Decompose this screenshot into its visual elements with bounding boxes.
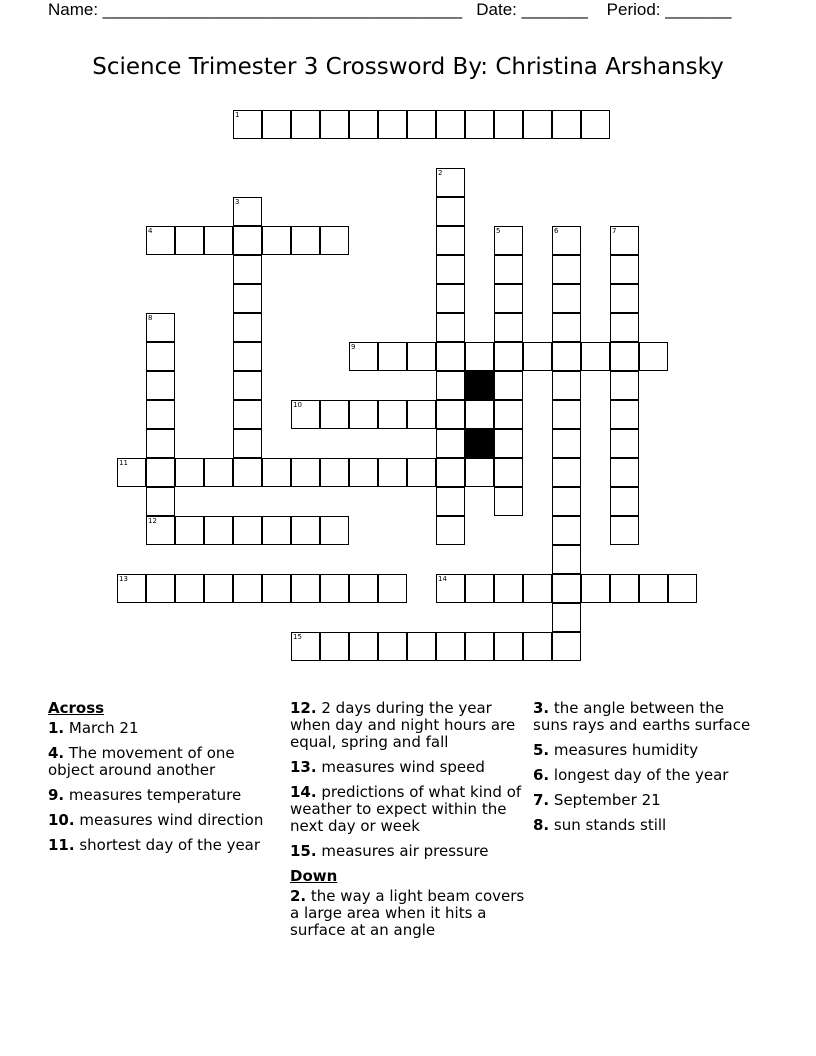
grid-cell[interactable] xyxy=(436,313,465,342)
grid-cell[interactable] xyxy=(175,516,204,545)
clue-number: 10 xyxy=(293,401,302,409)
grid-cell[interactable] xyxy=(465,400,494,429)
grid-cell[interactable] xyxy=(204,516,233,545)
clue-number: 9 xyxy=(351,343,356,351)
grid-cell[interactable] xyxy=(552,284,581,313)
grid-cell[interactable] xyxy=(581,110,610,139)
grid-cell[interactable] xyxy=(378,632,407,661)
grid-cell[interactable] xyxy=(610,313,639,342)
clue-down-7: 7. September 21 xyxy=(533,791,661,809)
clue-number: 11 xyxy=(119,459,128,467)
grid-cell[interactable] xyxy=(233,429,262,458)
clue-across-12: 12. 2 days during the year when day and night hours are equal, spring and fall xyxy=(290,699,516,751)
grid-cell[interactable] xyxy=(291,110,320,139)
clue-number: 8 xyxy=(148,314,153,322)
grid-cell[interactable] xyxy=(320,110,349,139)
clue-number: 13 xyxy=(119,575,128,583)
grid-cell[interactable] xyxy=(320,400,349,429)
grid-cell[interactable] xyxy=(494,342,523,371)
grid-cell[interactable] xyxy=(494,487,523,516)
clue-across-9: 9. measures temperature xyxy=(48,786,242,804)
grid-cell[interactable] xyxy=(320,632,349,661)
grid-cell[interactable] xyxy=(610,371,639,400)
across-heading: Across xyxy=(48,699,105,717)
clue-across-14: 14. predictions of what kind of weather to expect within the next day or week xyxy=(290,783,522,835)
grid-cell[interactable] xyxy=(610,487,639,516)
grid-cell[interactable] xyxy=(494,371,523,400)
grid-cell[interactable] xyxy=(146,574,175,603)
grid-cell[interactable] xyxy=(349,632,378,661)
grid-cell[interactable] xyxy=(552,342,581,371)
grid-cell[interactable] xyxy=(233,226,262,255)
grid-cell[interactable] xyxy=(262,574,291,603)
grid-cell[interactable] xyxy=(465,110,494,139)
grid-cell[interactable] xyxy=(262,458,291,487)
grid-cell[interactable] xyxy=(233,255,262,284)
page-title: Science Trimester 3 Crossword By: Christina Arshansky xyxy=(92,54,724,80)
grid-cell[interactable] xyxy=(610,516,639,545)
grid-cell[interactable] xyxy=(581,342,610,371)
clue-down-6: 6. longest day of the year xyxy=(533,766,729,784)
grid-cell[interactable] xyxy=(552,487,581,516)
grid-cell[interactable] xyxy=(494,400,523,429)
grid-cell[interactable] xyxy=(233,197,262,226)
clue-number: 7 xyxy=(612,227,617,235)
grid-cell[interactable] xyxy=(204,574,233,603)
grid-cell[interactable] xyxy=(610,342,639,371)
grid-cell[interactable] xyxy=(465,342,494,371)
grid-cell[interactable] xyxy=(552,574,581,603)
grid-cell[interactable] xyxy=(320,516,349,545)
grid-cell[interactable] xyxy=(610,574,639,603)
grid-cell[interactable] xyxy=(291,458,320,487)
grid-cell[interactable] xyxy=(523,632,552,661)
grid-cell[interactable] xyxy=(233,284,262,313)
grid-cell[interactable] xyxy=(378,574,407,603)
grid-cell[interactable] xyxy=(552,255,581,284)
grid-cell[interactable] xyxy=(552,226,581,255)
grid-cell[interactable] xyxy=(552,603,581,632)
grid-cell[interactable] xyxy=(668,574,697,603)
grid-cell[interactable] xyxy=(465,458,494,487)
clue-number: 6 xyxy=(554,227,559,235)
clue-number: 1 xyxy=(235,111,240,119)
grid-cell[interactable] xyxy=(523,574,552,603)
grid-cell[interactable] xyxy=(204,458,233,487)
clues-column-2 xyxy=(290,700,530,947)
grid-cell[interactable] xyxy=(175,226,204,255)
grid-cell[interactable] xyxy=(465,574,494,603)
grid-cell[interactable] xyxy=(146,458,175,487)
clue-down-8: 8. sun stands still xyxy=(533,816,667,834)
grid-cell[interactable] xyxy=(610,429,639,458)
grid-cell[interactable] xyxy=(378,342,407,371)
grid-cell[interactable] xyxy=(436,632,465,661)
grid-cell[interactable] xyxy=(494,429,523,458)
grid-cell[interactable] xyxy=(610,226,639,255)
student-info-line: Name: ______________________________________ Date: _______ Period: _______ xyxy=(48,0,732,19)
grid-cell[interactable] xyxy=(494,110,523,139)
grid-cell[interactable] xyxy=(407,110,436,139)
grid-cell[interactable] xyxy=(320,574,349,603)
grid-cell[interactable] xyxy=(146,371,175,400)
black-cell xyxy=(465,371,494,400)
clue-across-1: 1. March 21 xyxy=(48,719,139,737)
grid-cell[interactable] xyxy=(349,110,378,139)
grid-cell[interactable] xyxy=(378,458,407,487)
grid-cell[interactable] xyxy=(146,226,175,255)
grid-cell[interactable] xyxy=(407,400,436,429)
grid-cell[interactable] xyxy=(146,400,175,429)
grid-cell[interactable] xyxy=(291,632,320,661)
clue-across-15: 15. measures air pressure xyxy=(290,842,489,860)
grid-cell[interactable] xyxy=(233,313,262,342)
grid-cell[interactable] xyxy=(436,487,465,516)
grid-cell[interactable] xyxy=(552,458,581,487)
grid-cell[interactable] xyxy=(291,574,320,603)
grid-cell[interactable] xyxy=(262,110,291,139)
clue-number: 15 xyxy=(293,633,302,641)
grid-cell[interactable] xyxy=(436,429,465,458)
clue-down-3: 3. the angle between the suns rays and earths surface xyxy=(533,699,751,734)
grid-cell[interactable] xyxy=(436,226,465,255)
grid-cell[interactable] xyxy=(610,255,639,284)
grid-cell[interactable] xyxy=(581,574,610,603)
grid-cell[interactable] xyxy=(436,371,465,400)
grid-cell[interactable] xyxy=(233,400,262,429)
grid-cell[interactable] xyxy=(494,313,523,342)
grid-cell[interactable] xyxy=(262,226,291,255)
grid-cell[interactable] xyxy=(117,458,146,487)
grid-cell[interactable] xyxy=(407,632,436,661)
grid-cell[interactable] xyxy=(639,342,668,371)
grid-cell[interactable] xyxy=(146,487,175,516)
grid-cell[interactable] xyxy=(436,197,465,226)
grid-cell[interactable] xyxy=(552,313,581,342)
grid-cell[interactable] xyxy=(117,574,146,603)
grid-cell[interactable] xyxy=(175,458,204,487)
grid-cell[interactable] xyxy=(378,110,407,139)
grid-cell[interactable] xyxy=(262,516,291,545)
grid-cell[interactable] xyxy=(233,458,262,487)
grid-cell[interactable] xyxy=(494,632,523,661)
grid-cell[interactable] xyxy=(610,458,639,487)
grid-cell[interactable] xyxy=(494,284,523,313)
grid-cell[interactable] xyxy=(494,255,523,284)
grid-cell[interactable] xyxy=(407,342,436,371)
grid-cell[interactable] xyxy=(233,342,262,371)
clue-across-10: 10. measures wind direction xyxy=(48,811,264,829)
grid-cell[interactable] xyxy=(639,574,668,603)
grid-cell[interactable] xyxy=(552,545,581,574)
grid-cell[interactable] xyxy=(436,400,465,429)
grid-cell[interactable] xyxy=(436,574,465,603)
grid-cell[interactable] xyxy=(378,400,407,429)
grid-cell[interactable] xyxy=(436,110,465,139)
down-heading: Down xyxy=(290,867,338,885)
grid-cell[interactable] xyxy=(146,313,175,342)
grid-cell[interactable] xyxy=(146,429,175,458)
grid-cell[interactable] xyxy=(436,284,465,313)
clue-down-5: 5. measures humidity xyxy=(533,741,699,759)
grid-cell[interactable] xyxy=(494,458,523,487)
grid-cell[interactable] xyxy=(349,342,378,371)
clue-across-11: 11. shortest day of the year xyxy=(48,836,261,854)
clue-number: 4 xyxy=(148,227,153,235)
clues-column-1 xyxy=(48,700,273,862)
grid-cell[interactable] xyxy=(349,458,378,487)
grid-cell[interactable] xyxy=(175,574,204,603)
grid-cell[interactable] xyxy=(552,632,581,661)
grid-cell[interactable] xyxy=(349,400,378,429)
grid-cell[interactable] xyxy=(523,342,552,371)
grid-cell[interactable] xyxy=(233,516,262,545)
clue-number: 14 xyxy=(438,575,447,583)
grid-cell[interactable] xyxy=(146,516,175,545)
grid-cell[interactable] xyxy=(233,110,262,139)
grid-cell[interactable] xyxy=(494,226,523,255)
grid-cell[interactable] xyxy=(610,400,639,429)
clue-across-13: 13. measures wind speed xyxy=(290,758,485,776)
grid-cell[interactable] xyxy=(494,574,523,603)
grid-cell[interactable] xyxy=(552,429,581,458)
grid-cell[interactable] xyxy=(320,458,349,487)
grid-cell[interactable] xyxy=(204,226,233,255)
clue-number: 3 xyxy=(235,198,240,206)
clues-column-3 xyxy=(533,700,763,842)
grid-cell[interactable] xyxy=(320,226,349,255)
clue-number: 5 xyxy=(496,227,501,235)
grid-cell[interactable] xyxy=(436,255,465,284)
grid-cell[interactable] xyxy=(349,574,378,603)
grid-cell[interactable] xyxy=(552,110,581,139)
grid-cell[interactable] xyxy=(407,458,436,487)
grid-cell[interactable] xyxy=(552,400,581,429)
grid-cell[interactable] xyxy=(233,371,262,400)
clue-across-4: 4. The movement of one object around another xyxy=(48,744,235,779)
grid-cell[interactable] xyxy=(610,284,639,313)
grid-cell[interactable] xyxy=(436,342,465,371)
grid-cell[interactable] xyxy=(291,400,320,429)
grid-cell[interactable] xyxy=(436,458,465,487)
clue-number: 2 xyxy=(438,169,443,177)
grid-cell[interactable] xyxy=(552,516,581,545)
black-cell xyxy=(465,429,494,458)
grid-cell[interactable] xyxy=(436,516,465,545)
grid-cell[interactable] xyxy=(291,226,320,255)
grid-cell[interactable] xyxy=(436,168,465,197)
grid-cell[interactable] xyxy=(523,110,552,139)
grid-cell[interactable] xyxy=(146,342,175,371)
grid-cell[interactable] xyxy=(291,516,320,545)
grid-cell[interactable] xyxy=(552,371,581,400)
clue-number: 12 xyxy=(148,517,157,525)
grid-cell[interactable] xyxy=(465,632,494,661)
grid-cell[interactable] xyxy=(233,574,262,603)
clue-down-2: 2. the way a light beam covers a large area when it hits a surface at an angle xyxy=(290,887,525,939)
